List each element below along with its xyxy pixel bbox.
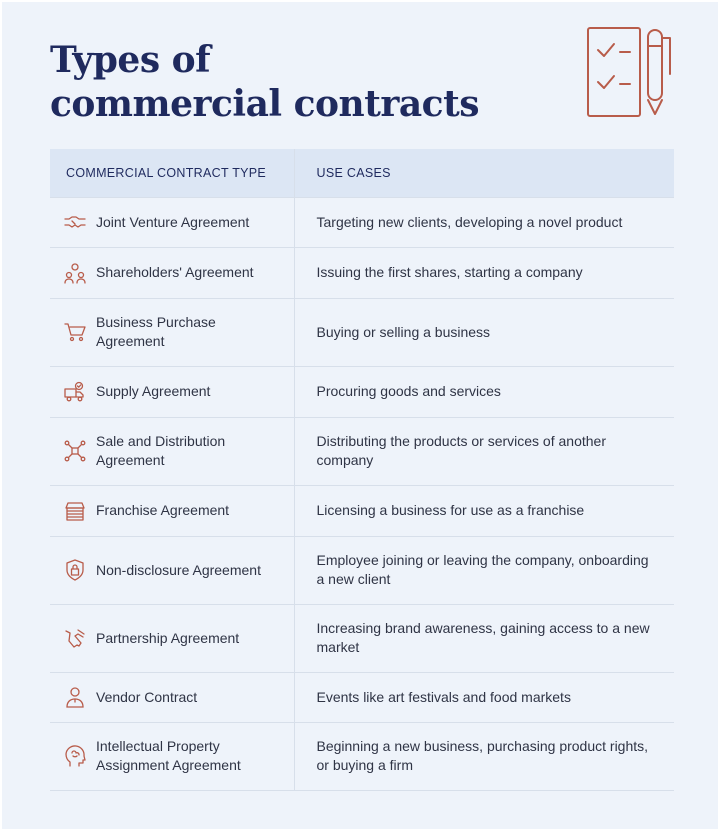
table-row <box>50 604 674 672</box>
use-case-cell: Distributing the products or services of another company <box>294 417 674 485</box>
contract-type-cell <box>50 485 294 536</box>
column-header-use-cases: USE CASES <box>294 149 674 197</box>
vendor-person-icon <box>64 686 86 708</box>
title-line-2: commercial contracts <box>50 83 479 125</box>
contract-type-label: Partnership Agreement <box>96 629 240 646</box>
delivery-truck-icon <box>64 381 86 403</box>
distribution-network-icon <box>64 440 86 462</box>
title-line-1: Types of <box>50 39 211 81</box>
contract-type-cell <box>50 197 294 247</box>
contract-type-cell <box>50 298 294 366</box>
table-header-row <box>50 149 674 197</box>
contract-type-cell <box>50 604 294 672</box>
contract-type-cell <box>50 247 294 298</box>
contract-type-label: Vendor Contract <box>96 688 198 705</box>
contract-types-table <box>50 149 674 791</box>
use-case-cell: Targeting new clients, developing a novel product <box>294 197 674 247</box>
contract-type-cell <box>50 417 294 485</box>
infographic-card <box>2 2 718 829</box>
use-case-cell: Issuing the first shares, starting a company <box>294 247 674 298</box>
contract-type-label: Shareholders' Agreement <box>96 264 254 280</box>
use-case-cell: Beginning a new business, purchasing product rights, or buying a firm <box>294 722 674 790</box>
contract-type-label: Joint Venture Agreement <box>96 213 250 230</box>
use-case-cell: Increasing brand awareness, gaining access to a new market <box>294 604 674 672</box>
table-row <box>50 298 674 366</box>
table-row <box>50 672 674 722</box>
table-row <box>50 417 674 485</box>
contract-type-label: Business Purchase Agreement <box>96 314 216 349</box>
brain-head-icon <box>64 745 86 767</box>
page-title <box>50 38 479 126</box>
contract-type-label: Non-disclosure Agreement <box>96 561 261 578</box>
table-row <box>50 366 674 417</box>
use-case-cell: Procuring goods and services <box>294 366 674 417</box>
contract-type-cell <box>50 722 294 790</box>
table-row <box>50 722 674 790</box>
table-row <box>50 485 674 536</box>
contract-type-label: Sale and Distribution Agreement <box>96 433 226 468</box>
table-row <box>50 197 674 247</box>
use-case-cell: Buying or selling a business <box>294 298 674 366</box>
lock-shield-icon <box>64 559 86 581</box>
table-row <box>50 247 674 298</box>
use-case-cell: Events like art festivals and food markets <box>294 672 674 722</box>
table-row <box>50 536 674 604</box>
storefront-icon <box>64 500 86 522</box>
contract-type-label: Supply Agreement <box>96 383 211 399</box>
column-header-type: COMMERCIAL CONTRACT TYPE <box>50 149 294 197</box>
use-case-cell: Employee joining or leaving the company, onboarding a new client <box>294 536 674 604</box>
contract-type-label: Franchise Agreement <box>96 502 230 518</box>
partnership-handshake-icon <box>64 627 86 649</box>
use-case-cell: Licensing a business for use as a franchise <box>294 485 674 536</box>
contract-type-cell <box>50 672 294 722</box>
contract-type-cell <box>50 366 294 417</box>
people-group-icon <box>64 262 86 284</box>
checklist-pen-icon <box>584 24 684 120</box>
handshake-icon <box>64 211 86 233</box>
contract-type-cell <box>50 536 294 604</box>
shopping-cart-icon <box>64 321 86 343</box>
contract-type-label: Intellectual Property Assignment Agreement <box>96 738 241 773</box>
